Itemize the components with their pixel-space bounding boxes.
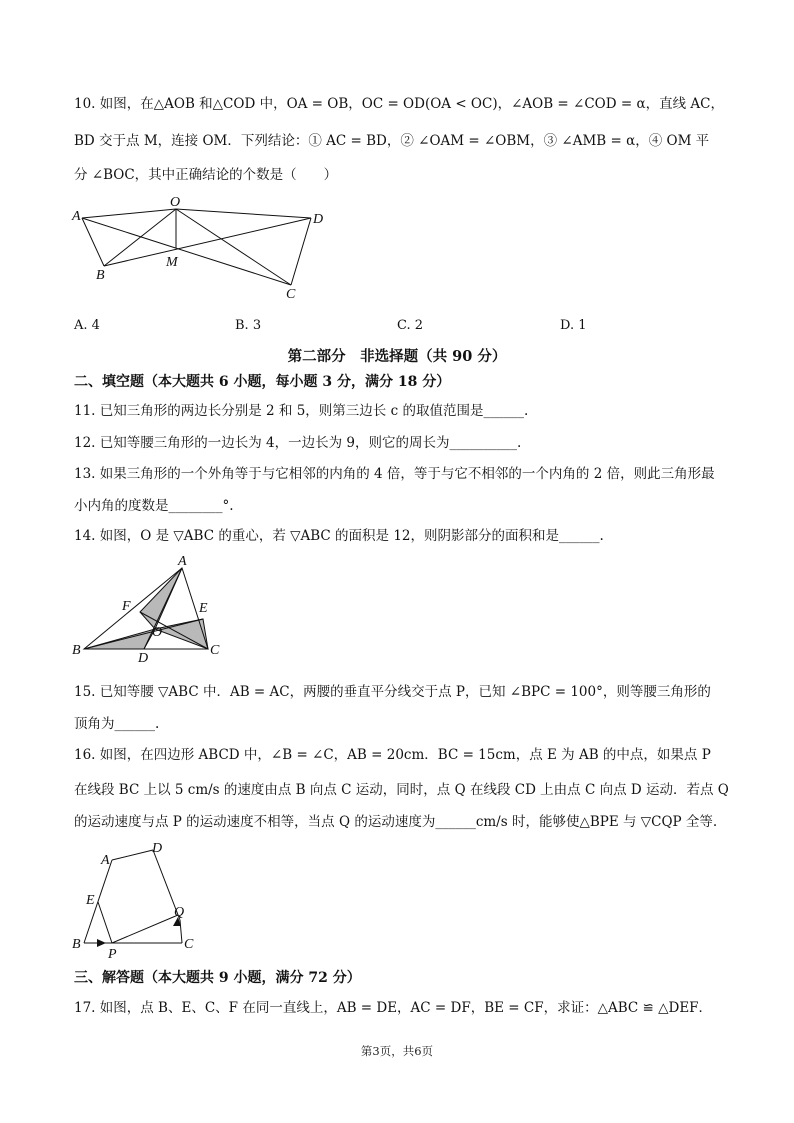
q10-label-M: M (166, 255, 178, 270)
q15-line1: 15. 已知等腰 ▽ABC 中．AB = AC，两腰的垂直平分线交于点 P，已知 ∠BPC = 100°，则等腰三角形的 (74, 684, 711, 700)
q12-text: 12. 已知等腰三角形的一边长为 4，一边长为 9，则它的周长为__________. (74, 435, 522, 451)
q16-line3: 的运动速度与点 P 的运动速度不相等，当点 Q 的运动速度为______cm/s 时，能够使△BPE 与 ▽CQP 全等. (74, 814, 718, 830)
q13-line2: 小内角的度数是________°. (74, 498, 234, 514)
q10-line3: 分 ∠BOC，其中正确结论的个数是（ ） (74, 167, 338, 183)
q10-line1: 10. 如图，在△AOB 和△COD 中，OA = OB，OC = OD(OA < OC)，∠AOB = ∠COD = α，直线 AC， (74, 96, 724, 112)
q10-option-c: C. 2 (397, 318, 424, 333)
q13-line1: 13. 如果三角形的一个外角等于与它相邻的内角的 4 倍，等于与它不相邻的一个内角的 2 倍，则此三角形最 (74, 466, 715, 482)
q14-label-O: O (152, 625, 163, 640)
q14-label-E: E (199, 601, 208, 616)
section2-title: 二、填空题（本大题共 6 小题，每小题 3 分，满分 18 分） (74, 374, 451, 390)
q10-figure (60, 190, 340, 305)
q11-text: 11. 已知三角形的两边长分别是 2 和 5，则第三边长 c 的取值范围是______. (74, 403, 529, 419)
q14-line1: 14. 如图，O 是 ▽ABC 的重心，若 ▽ABC 的面积是 12，则阴影部分的面积和是______. (74, 528, 604, 544)
q10-option-a: A. 4 (74, 318, 100, 333)
q14-label-F: F (122, 599, 131, 614)
q10-line2: BD 交于点 M，连接 OM．下列结论：① AC = BD，② ∠OAM = ∠OBM，③ ∠AMB = α，④ OM 平 (74, 133, 710, 149)
q10-label-D: D (313, 212, 324, 227)
q16-label-A: A (101, 853, 110, 868)
q10-label-C: C (286, 287, 296, 302)
q16-line2: 在线段 BC 上以 5 cm/s 的速度由点 B 向点 C 运动，同时，点 Q 在线段 CD 上由点 C 向点 D 运动．若点 Q (74, 782, 729, 798)
q14-figure (60, 548, 240, 668)
q14-label-C: C (210, 643, 220, 658)
part2-title: 第二部分 非选择题（共 90 分） (287, 348, 507, 365)
q16-label-Q: Q (174, 905, 185, 920)
page-footer: 第3页，共6页 (360, 1044, 434, 1058)
section3-title: 三、解答题（本大题共 9 小题，满分 72 分） (74, 970, 361, 986)
q16-figure (60, 836, 210, 964)
q10-label-O: O (170, 195, 181, 210)
q10-option-b: B. 3 (235, 318, 262, 333)
q14-label-D: D (138, 651, 149, 666)
q16-label-D: D (152, 841, 163, 856)
q15-line2: 顶角为______. (74, 716, 160, 732)
q10-label-A: A (72, 209, 81, 224)
q14-label-A: A (178, 554, 187, 569)
q16-line1: 16. 如图，在四边形 ABCD 中，∠B = ∠C，AB = 20cm．BC = 15cm，点 E 为 AB 的中点，如果点 P (74, 747, 711, 763)
q14-label-B: B (72, 643, 81, 658)
q16-label-P: P (108, 947, 117, 962)
q16-label-E: E (86, 893, 95, 908)
q17-text: 17. 如图，点 B、E、C、F 在同一直线上，AB = DE，AC = DF，BE = CF，求证：△ABC ≌ △DEF． (74, 1000, 713, 1016)
q16-label-C: C (184, 937, 194, 952)
q10-option-d: D. 1 (560, 318, 587, 333)
q16-label-B: B (72, 937, 81, 952)
q10-label-B: B (96, 268, 105, 283)
